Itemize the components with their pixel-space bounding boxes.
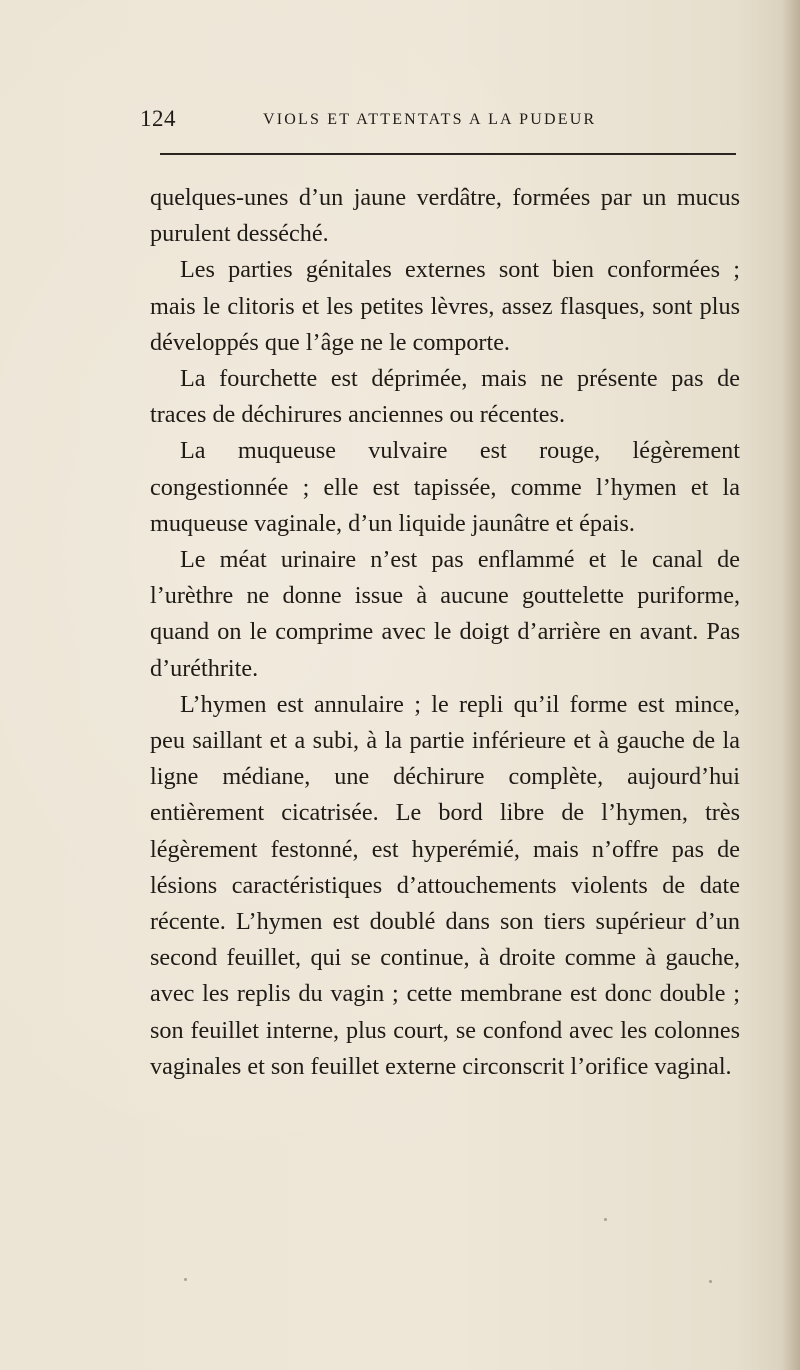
paper-speck — [604, 1218, 607, 1221]
paragraph: La fourchette est déprimée, mais ne présente pas de traces de déchirures anciennes ou récentes. — [150, 365, 740, 429]
paragraph: quelques-unes d’un jaune verdâtre, formées par un mucus purulent desséché. — [150, 184, 740, 248]
paper-speck — [184, 1278, 187, 1281]
paragraph: Les parties génitales externes sont bien conformées ; mais le clitoris et les petites lèvres, assez flasques, sont plus développés que l’âge ne le comporte. — [150, 256, 740, 356]
running-title: VIOLS ET ATTENTATS A LA PUDEUR — [263, 111, 597, 128]
paragraph: La muqueuse vulvaire est rouge, légèrement congestionnée ; elle est tapissée, comme l’hymen et la muqueuse vaginale, d’un liquide jaunâtre et épais. — [150, 437, 740, 537]
page-edge-shadow — [782, 0, 800, 1370]
paper-speck — [709, 1280, 712, 1283]
paragraph: Le méat urinaire n’est pas enflammé et le canal de l’urèthre ne donne issue à aucune gouttelette puriforme, quand on le comprime avec le doigt d’arrière en avant. Pas d’uréthrite. — [150, 546, 740, 682]
body-text — [150, 180, 740, 1085]
paragraph: L’hymen est annulaire ; le repli qu’il forme est mince, peu saillant et a subi, à la partie inférieure et à gauche de la ligne médiane, une déchirure complète, aujourd’hui entièrement cicatrisée. Le bord libre de l’hymen, très légèrement festonné, est hyperémié, mais n’offre pas de lésions caractéristiques d’attouchements violents de date récente. L’hymen est doublé dans son tiers supérieur d’un second feuillet, qui se continue, à droite comme à gauche, avec les replis du vagin ; cette membrane est donc double ; son feuillet interne, plus court, se confond avec les colonnes vaginales et son feuillet externe circonscrit l’orifice vaginal. — [150, 690, 740, 1080]
page-number: 124 — [140, 106, 176, 131]
page-header — [140, 106, 740, 146]
header-rule — [160, 153, 736, 155]
